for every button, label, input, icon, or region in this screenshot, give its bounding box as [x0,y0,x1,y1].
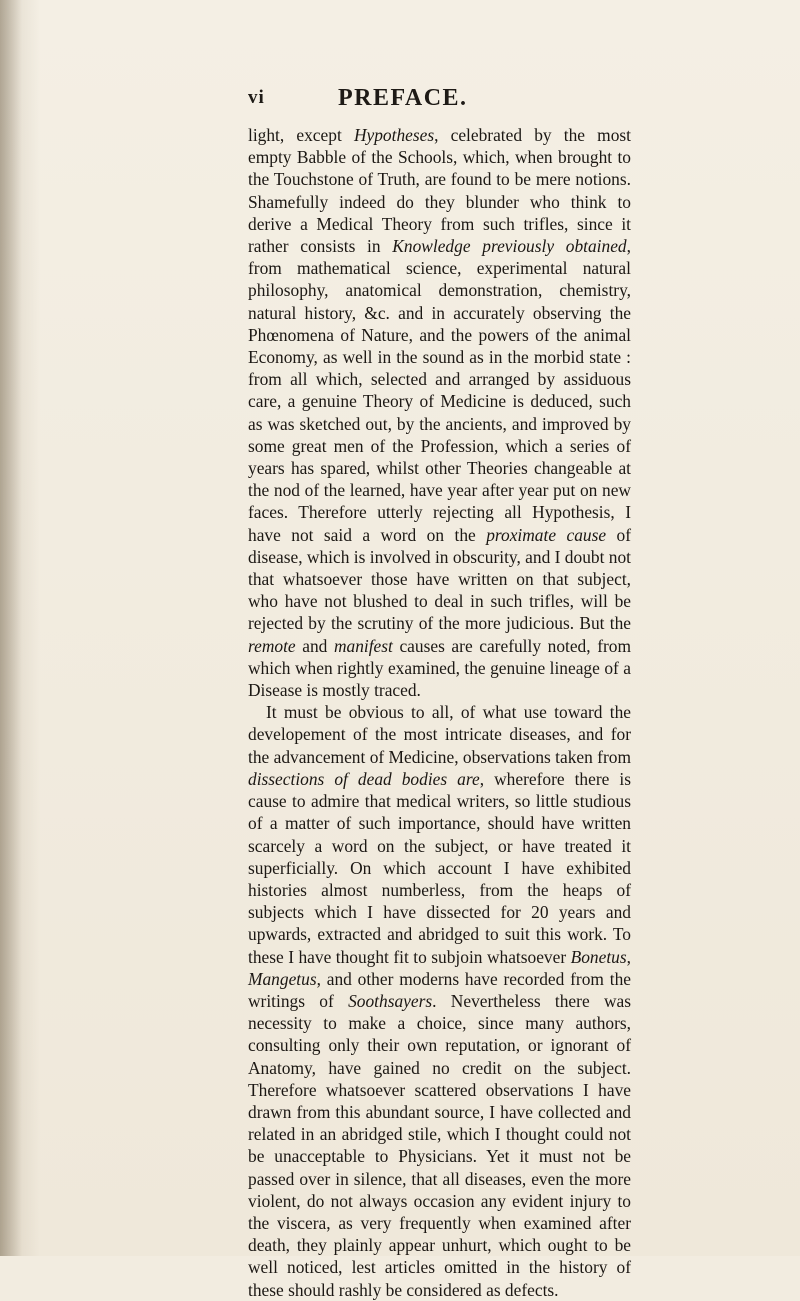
body-text [248,124,631,1301]
italic-span: Bonetus [570,946,627,967]
italic-span: Mangetus [248,968,317,989]
text-span: of disease, which is involved in obscurity, and I doubt not that whatsoever those have written on that subject, who have not blushed to deal in such trifles, will be rejected by the scrutiny of the more judicious. But the [248,524,632,634]
text-span: , celebrated by the most empty Babble of the Schools, which, when brought to the Touchstone of Truth, are found to be mere notions. Shamefully indeed do they blunder who think to derive a Medical Theory from such trifles, since it rather consists in [248,125,631,257]
text-span: , wherefore there is cause to admire that medical writers, so little studious of a matter of such importance, should have written scarcely a word on the subject, or have treated it superficially. On which account I have exhibited histories almost numberless, from the heaps of subjects which I have dissected for 20 years and upwards, extracted and abridged to suit this work. To these I have thought fit to subjoin whatsoever [248,768,631,967]
text-span: causes are carefully noted, from which when rightly examined, the genuine lineage of a Disease is mostly traced. [248,635,631,701]
text-span: It must be obvious to all, of what use toward the developement of the most intricate diseases, and for the advancement of Medicine, observations taken from [248,702,631,767]
spine-shadow [0,0,22,1256]
text-span: light, except [248,125,354,145]
running-head: PREFACE. [338,85,468,111]
text-span: . Nevertheless there was necessity to make a choice, since many authors, consulting only their own reputation, or ignorant of Anatomy, have gained no credit on the subject. Therefore whatsoever scattered observations I have drawn from this abundant source, I have collected and related in an abridged stile, which I thought could not be unacceptable to Physicians. Yet it must not be passed over in silence, that all diseases, even the more violent, do not always occasion any evident injury to the viscera, as very frequently when examined after death, they plainly appear unhurt, which ought to be well noticed, lest articles omitted in the history of these should rashly be considered as defects. [248,990,632,1300]
paragraph-2 [248,701,631,1300]
paragraph-1 [248,124,631,701]
text-span: and [295,635,334,656]
italic-span: remote [248,635,296,656]
italic-span: proximate cause [486,524,607,545]
page-header [248,85,628,115]
italic-span: Soothsayers [348,990,433,1011]
text-span: , from mathematical science, experimental natural philosophy, anatomical demonstration, chemistry, natural history, &c. and in accurately observing the Phœnomena of Nature, and the powers of the animal Economy, as well in the sound as in the morbid state : from all which, selected and arranged by assiduous care, a genuine Theory of Medicine is deduced, such as was sketched out, by the ancients, and improved by some great men of the Profession, which a series of years has spared, whilst other Theories changeable at the nod of the learned, have year after year put on new faces. Therefore utterly rejecting all Hypothesis, I have not said a word on the [248,236,631,545]
italic-span: Hypotheses [353,125,435,145]
page-number: vi [248,87,265,108]
italic-span: manifest [333,635,393,656]
italic-span: dissections of dead bodies are [248,768,480,789]
text-span: , and other moderns have recorded from the writings of [248,968,631,1011]
text-span: , [626,946,631,967]
italic-span: Knowledge previously obtained [392,236,627,257]
